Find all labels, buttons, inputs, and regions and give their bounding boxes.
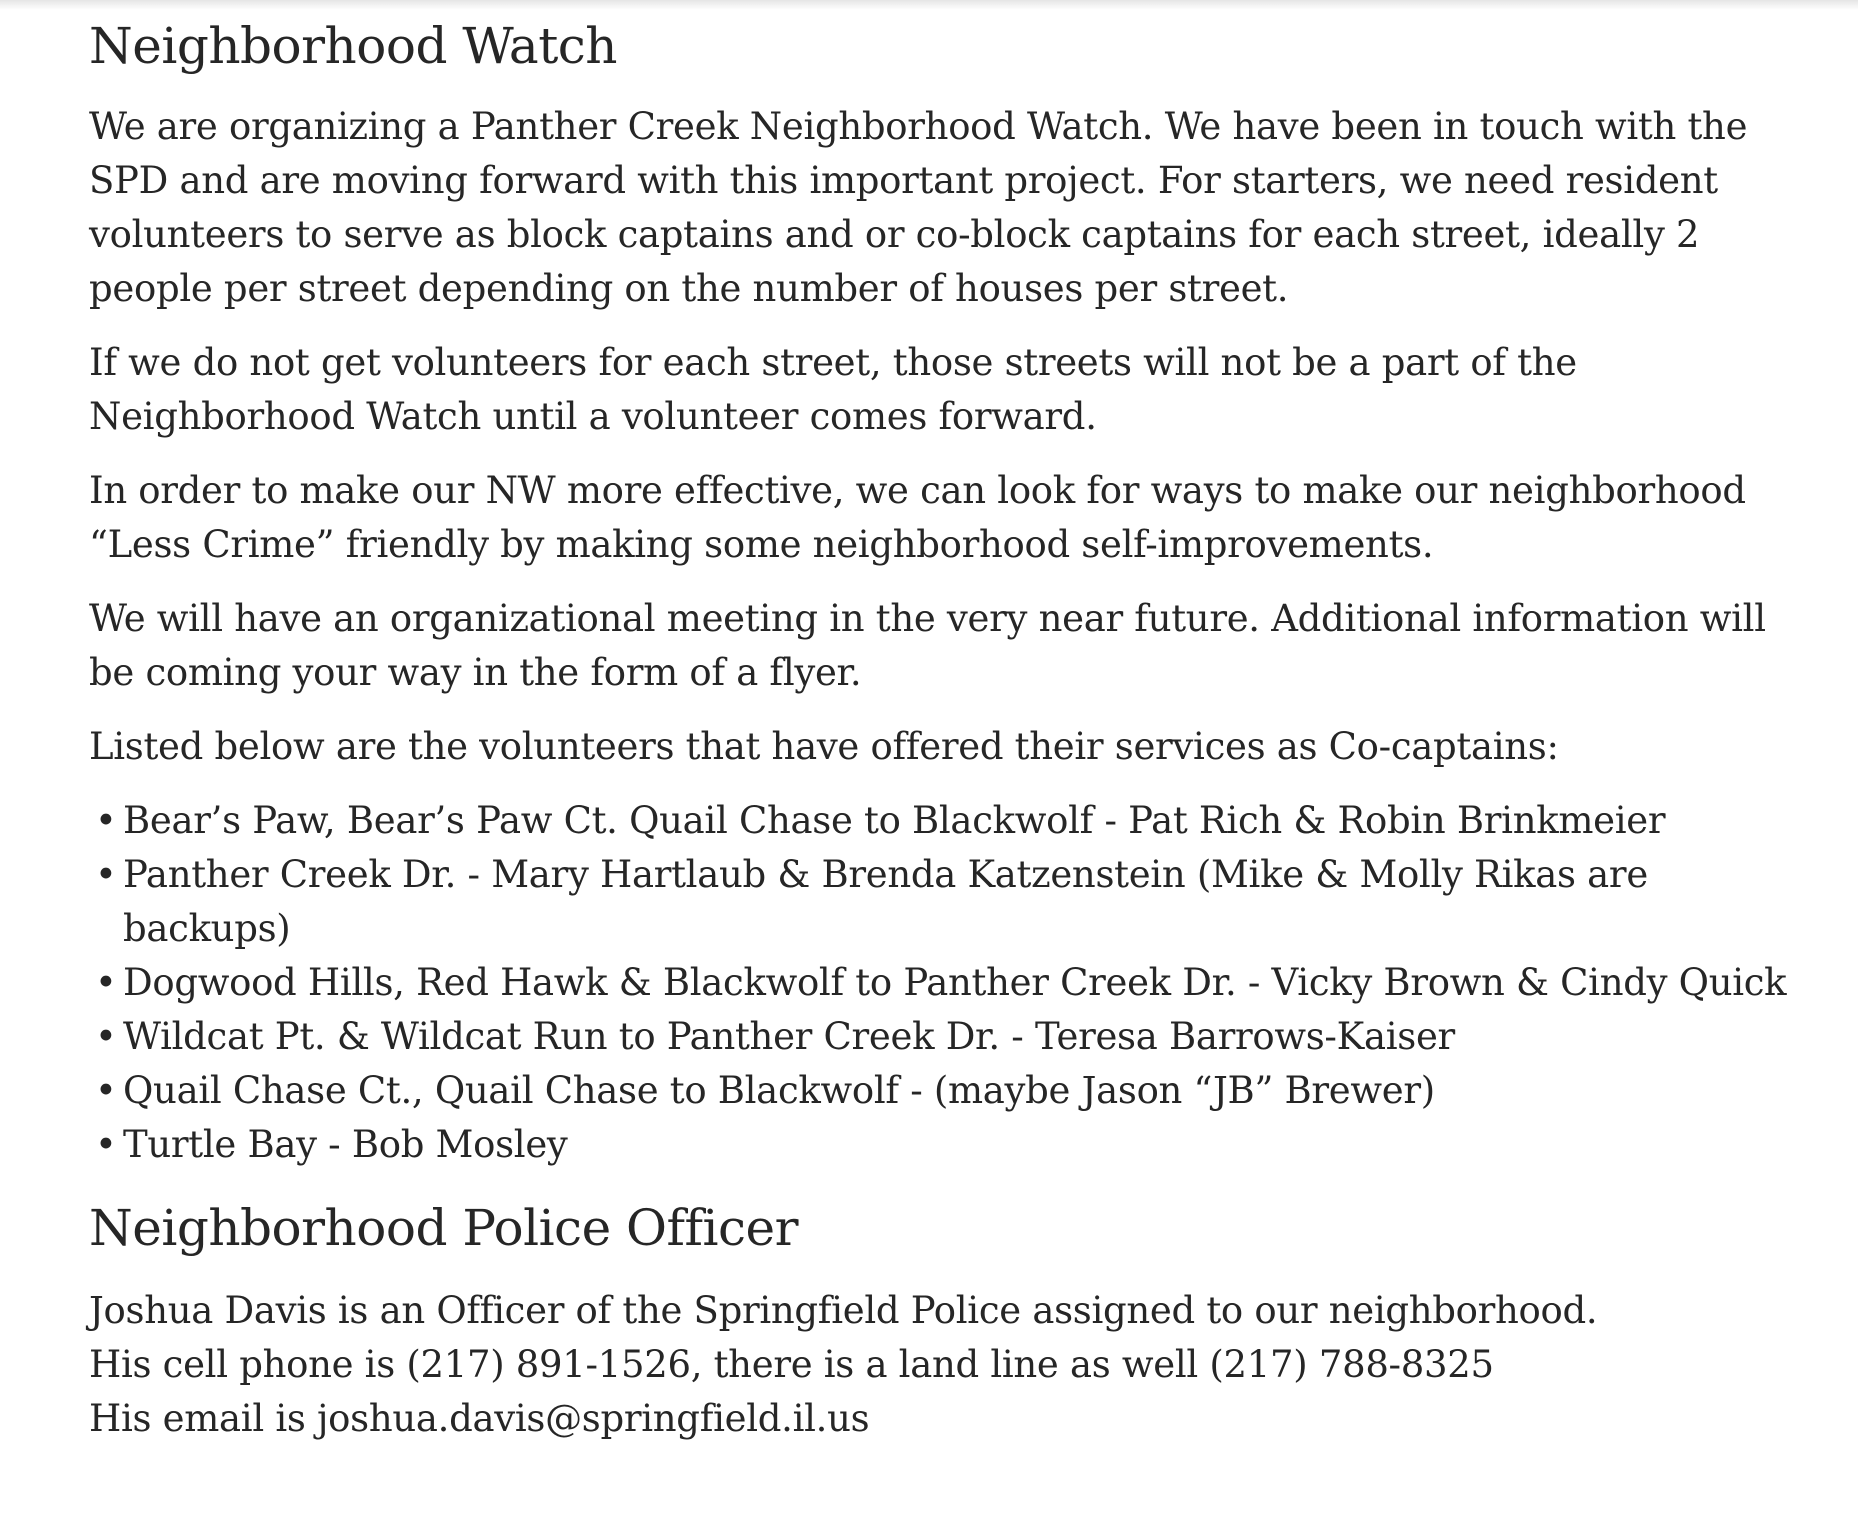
- effectiveness-paragraph: In order to make our NW more effective, we can look for ways to make our neighborhood “Less Crime” friendly by making some neighborhood self-improvements.: [89, 469, 1746, 566]
- list-item: [89, 1118, 1789, 1172]
- police-officer-heading: Neighborhood Police Officer: [89, 1199, 799, 1257]
- bullet-icon: •: [95, 853, 117, 896]
- volunteer-list: [89, 794, 1789, 1172]
- list-item: [89, 956, 1789, 1010]
- volunteers-intro-paragraph: Listed below are the volunteers that have offered their services as Co-captains:: [89, 725, 1559, 768]
- intro-paragraph: We are organizing a Panther Creek Neighborhood Watch. We have been in touch with the SPD and are moving forward with this important project. For starters, we need resident volunteers to serve as block captains and or co-block captains for each street, ideally 2 people per street depending on the number of houses per street.: [89, 105, 1748, 310]
- police-officer-section: [89, 1190, 1789, 1446]
- bullet-icon: •: [95, 799, 117, 842]
- bullet-icon: •: [95, 1015, 117, 1058]
- bullet-icon: •: [95, 961, 117, 1004]
- page-content: [89, 8, 1789, 1446]
- meeting-paragraph: We will have an organizational meeting in the very near future. Additional information will be coming your way in the form of a flyer.: [89, 597, 1766, 694]
- neighborhood-watch-section: [89, 8, 1789, 1172]
- neighborhood-watch-heading: Neighborhood Watch: [89, 17, 618, 75]
- list-item: [89, 1010, 1789, 1064]
- officer-assignment-line: Joshua Davis is an Officer of the Springfield Police assigned to our neighborhood.: [89, 1289, 1598, 1332]
- list-item-text: Turtle Bay - Bob Mosley: [123, 1123, 568, 1166]
- list-item-text: Quail Chase Ct., Quail Chase to Blackwolf - (maybe Jason “JB” Brewer): [123, 1069, 1435, 1112]
- bullet-icon: •: [95, 1069, 117, 1112]
- list-item-text: Dogwood Hills, Red Hawk & Blackwolf to Panther Creek Dr. - Vicky Brown & Cindy Quick: [123, 961, 1787, 1004]
- list-item: [89, 794, 1789, 848]
- officer-email-line: His email is joshua.davis@springfield.il.us: [89, 1397, 870, 1440]
- list-item-text: Wildcat Pt. & Wildcat Run to Panther Creek Dr. - Teresa Barrows-Kaiser: [123, 1015, 1455, 1058]
- bullet-icon: •: [95, 1123, 117, 1166]
- volunteer-requirement-paragraph: If we do not get volunteers for each street, those streets will not be a part of the Neighborhood Watch until a volunteer comes forward.: [89, 341, 1577, 438]
- list-item: [89, 1064, 1789, 1118]
- list-item: [89, 848, 1789, 956]
- list-item-text: Bear’s Paw, Bear’s Paw Ct. Quail Chase to Blackwolf - Pat Rich & Robin Brinkmeier: [123, 799, 1666, 842]
- list-item-text: Panther Creek Dr. - Mary Hartlaub & Brenda Katzenstein (Mike & Molly Rikas are backups): [123, 853, 1648, 950]
- officer-phone-line: His cell phone is (217) 891-1526, there is a land line as well (217) 788-8325: [89, 1343, 1494, 1386]
